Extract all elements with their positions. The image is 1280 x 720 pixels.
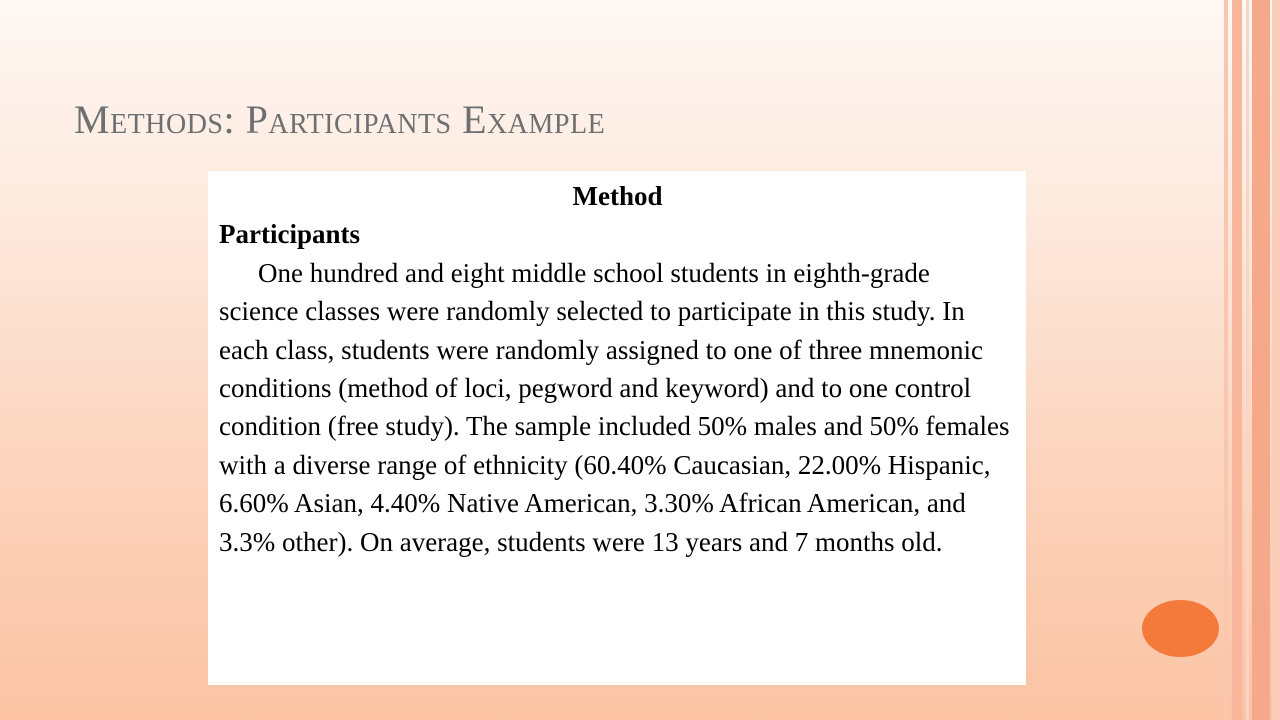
stripe bbox=[1246, 0, 1249, 720]
decorative-side-stripes bbox=[1224, 0, 1280, 720]
stripe bbox=[1232, 0, 1242, 720]
slide-title: Methods: Participants Example bbox=[74, 97, 606, 142]
stripe bbox=[1272, 0, 1280, 720]
stripe bbox=[1224, 0, 1228, 720]
document-heading: Method bbox=[572, 181, 663, 211]
document-body-paragraph: One hundred and eight middle school students in eighth-grade science classes were randomly selected to participate in this study. In each class, students were randomly assigned to one of three mnemonic conditions (method of loci, pegword and keyword) and to one control condition (free study). The sample included 50% males and 50% females with a diverse range of ethnicity (60.40% Caucasian, 22.00% Hispanic, 6.60% Asian, 4.40% Native American, 3.30% African American, and 3.3% other). On average, students were 13 years and 7 months old. bbox=[219, 257, 1010, 557]
stripe bbox=[1252, 0, 1270, 720]
document-subheading: Participants bbox=[219, 219, 360, 250]
slide-nav-button[interactable] bbox=[1142, 600, 1219, 657]
document-excerpt bbox=[208, 171, 1026, 685]
